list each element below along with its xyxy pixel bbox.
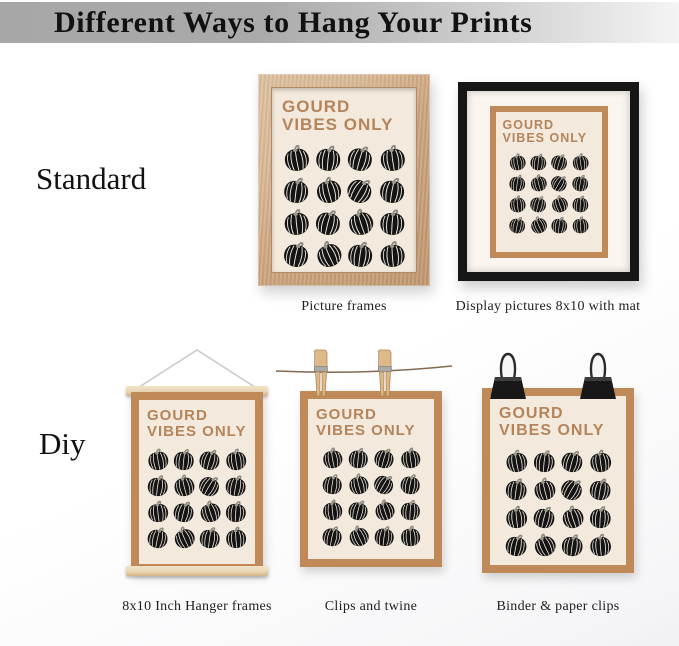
pumpkin-grid	[308, 446, 434, 547]
pumpkin-icon	[546, 169, 572, 195]
binder-clips-poster	[482, 388, 634, 573]
pumpkin-icon	[168, 522, 200, 554]
print-title-line2: VIBES ONLY	[499, 422, 605, 440]
gourd-print	[496, 112, 602, 252]
pumpkin-icon	[319, 497, 344, 522]
page-title: Different Ways to Hang Your Prints	[54, 5, 533, 39]
print-title-line1: GOURD	[316, 406, 377, 423]
pumpkin-icon	[556, 500, 588, 532]
pumpkin-icon	[169, 497, 198, 526]
pumpkin-icon	[318, 522, 345, 549]
pumpkin-icon	[370, 444, 398, 472]
binder-clip-icon	[578, 351, 618, 401]
pumpkin-icon	[526, 191, 549, 214]
gourd-print	[490, 396, 626, 565]
pumpkin-icon	[222, 446, 249, 473]
pumpkin-icon	[506, 171, 527, 192]
pumpkin-icon	[506, 213, 529, 236]
pumpkin-icon	[526, 170, 549, 193]
section-label-diy: Diy	[39, 426, 86, 461]
pumpkin-icon	[344, 237, 377, 270]
pumpkin-icon	[547, 191, 571, 215]
print-title-line1: GOURD	[499, 405, 564, 422]
pumpkin-icon	[144, 523, 172, 551]
hanger-bottom-bar	[126, 566, 268, 576]
pumpkin-icon	[280, 173, 313, 206]
print-title-line1: GOURD	[147, 407, 208, 424]
print-title-line2: VIBES ONLY	[147, 423, 247, 441]
caption-mat-frame: Display pictures 8x10 with mat	[455, 299, 641, 314]
print-title	[139, 400, 255, 440]
pumpkin-icon	[501, 529, 531, 559]
pumpkin-icon	[310, 204, 345, 239]
pumpkin-icon	[375, 172, 409, 206]
pumpkin-icon	[527, 528, 560, 561]
pumpkin-icon	[502, 446, 531, 475]
pumpkin-icon	[398, 498, 423, 523]
pumpkin-icon	[397, 471, 424, 498]
pumpkin-icon	[279, 140, 313, 174]
pumpkin-icon	[310, 172, 345, 207]
pumpkin-icon	[222, 471, 250, 499]
print-title	[308, 399, 434, 439]
pumpkin-grid	[139, 447, 255, 549]
print-title-line2: VIBES ONLY	[502, 131, 588, 145]
pumpkin-icon	[196, 524, 223, 551]
pumpkin-icon	[528, 151, 549, 172]
pumpkin-icon	[344, 470, 372, 498]
pumpkin-icon	[195, 445, 225, 475]
clothespin-icon	[314, 349, 328, 397]
pumpkin-icon	[195, 496, 225, 526]
pumpkin-icon	[342, 139, 378, 175]
print-title-line2: VIBES ONLY	[282, 115, 394, 135]
pumpkin-icon	[506, 150, 528, 172]
gourd-print	[272, 88, 416, 272]
pumpkin-icon	[377, 206, 408, 237]
pumpkin-icon	[345, 445, 370, 470]
pumpkin-icon	[145, 498, 171, 524]
pumpkin-icon	[570, 214, 590, 234]
pumpkin-icon	[398, 524, 423, 549]
pumpkin-icon	[371, 523, 397, 549]
clips-twine-poster	[300, 391, 442, 567]
pumpkin-icon	[557, 445, 588, 476]
pumpkin-icon	[340, 169, 380, 209]
pumpkin-grid	[272, 143, 416, 268]
pumpkin-icon	[587, 531, 614, 558]
pumpkin-icon	[280, 205, 312, 237]
pumpkin-icon	[370, 495, 399, 524]
caption-picture-frames: Picture frames	[301, 299, 387, 314]
black-frame-with-mat	[458, 82, 639, 281]
pumpkin-icon	[586, 446, 614, 474]
pumpkin-icon	[342, 203, 379, 240]
print-title-line2: VIBES ONLY	[316, 422, 416, 440]
print-title-line1: GOURD	[502, 117, 555, 132]
pumpkin-grid	[496, 152, 602, 234]
pumpkin-icon	[309, 234, 347, 272]
pumpkin-icon	[343, 521, 373, 551]
pumpkin-icon	[587, 503, 614, 530]
pumpkin-grid	[490, 448, 626, 557]
pumpkin-icon	[507, 193, 528, 214]
print-title-line1: GOURD	[282, 97, 351, 116]
pumpkin-icon	[570, 193, 590, 213]
gourd-print	[308, 399, 434, 559]
clothespin-icon	[378, 349, 392, 397]
pumpkin-icon	[555, 471, 589, 505]
pumpkin-icon	[502, 474, 530, 502]
gourd-print	[139, 400, 255, 564]
wood-picture-frame	[258, 74, 430, 286]
pumpkin-icon	[525, 211, 550, 236]
pumpkin-icon	[558, 530, 586, 558]
print-title	[272, 88, 416, 135]
matted-gold-border	[490, 106, 608, 258]
pumpkin-icon	[530, 446, 557, 473]
pumpkin-icon	[586, 474, 615, 503]
caption-clips-twine: Clips and twine	[324, 599, 418, 614]
print-title	[490, 396, 626, 440]
header-banner	[0, 2, 679, 43]
pumpkin-icon	[377, 238, 408, 269]
pumpkin-icon	[169, 471, 198, 500]
pumpkin-icon	[548, 213, 569, 234]
pumpkin-icon	[312, 141, 344, 173]
pumpkin-icon	[319, 445, 346, 472]
pumpkin-icon	[502, 502, 529, 529]
section-label-standard: Standard	[36, 161, 147, 196]
pumpkin-icon	[547, 149, 571, 173]
pumpkin-icon	[529, 501, 559, 531]
pumpkin-icon	[171, 446, 197, 472]
pumpkin-icon	[144, 472, 171, 499]
pumpkin-icon	[344, 496, 372, 524]
pumpkin-icon	[529, 473, 559, 503]
pumpkin-icon	[223, 525, 249, 551]
pumpkin-icon	[397, 445, 423, 471]
pumpkin-icon	[279, 236, 313, 270]
caption-binder-clips: Binder & paper clips	[496, 599, 620, 614]
pumpkin-icon	[319, 471, 345, 497]
print-title	[496, 112, 602, 146]
pumpkin-icon	[223, 499, 249, 525]
pumpkin-icon	[144, 445, 172, 473]
pumpkin-icon	[368, 468, 399, 499]
pumpkin-icon	[569, 150, 590, 171]
twine-icon	[276, 361, 452, 377]
pumpkin-icon	[194, 469, 227, 502]
hanger-frame-poster	[131, 392, 263, 572]
binder-clip-icon	[488, 351, 528, 401]
pumpkin-icon	[569, 171, 591, 193]
pumpkin-icon	[376, 141, 409, 174]
caption-hanger-frames: 8x10 Inch Hanger frames	[122, 599, 272, 614]
